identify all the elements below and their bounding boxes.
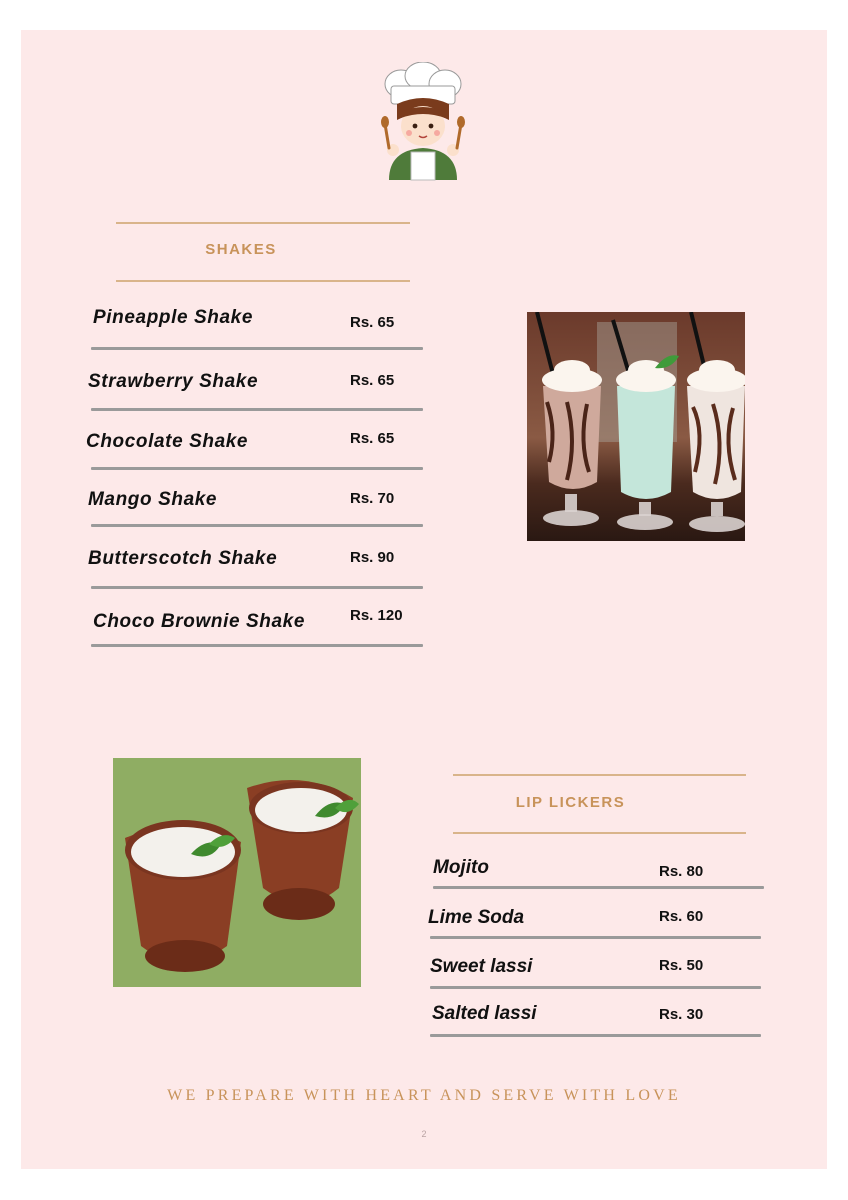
menu-item-price: Rs. 120 [350,607,403,624]
item-divider [430,986,761,989]
menu-item-price: Rs. 65 [350,430,395,447]
menu-item-name: Butterscotch Shake [88,548,278,569]
menu-item-name: Mango Shake [88,489,218,510]
shakes-header-bottom-line [116,280,410,282]
menu-item-name: Strawberry Shake [88,371,259,392]
menu-item-name: Pineapple Shake [93,307,254,328]
item-divider [91,644,423,647]
menu-item-price: Rs. 90 [350,549,395,566]
chef-cartoon-icon [375,62,471,182]
tagline: WE PREPARE WITH HEART AND SERVE WITH LOVE [167,1087,681,1104]
menu-item-name: Sweet lassi [430,956,533,977]
menu-item-price: Rs. 70 [350,490,395,507]
item-divider [91,586,423,589]
item-divider [430,1034,761,1037]
item-divider [91,347,423,350]
menu-item-name: Lime Soda [428,907,525,928]
item-divider [91,408,423,411]
lip-lickers-header-bottom-line [453,832,746,834]
menu-item-price: Rs. 65 [350,314,395,331]
item-divider [91,467,423,470]
menu-item-name: Choco Brownie Shake [93,611,305,632]
shakes-section-title: SHAKES [205,241,277,258]
milkshakes-photo [527,312,745,541]
menu-item-price: Rs. 65 [350,372,395,389]
lip-lickers-section-title: LIP LICKERS [515,794,626,811]
item-divider [91,524,423,527]
page-number: 2 [421,1129,427,1139]
item-divider [433,886,764,889]
shakes-header-top-line [116,222,410,224]
lassi-cups-photo [113,758,361,987]
menu-item-name: Salted lassi [432,1003,537,1024]
menu-item-price: Rs. 60 [659,908,704,925]
menu-item-name: Mojito [433,857,489,878]
menu-item-price: Rs. 30 [659,1006,704,1023]
menu-page [21,30,827,1169]
item-divider [430,936,761,939]
lip-lickers-header-top-line [453,774,746,776]
menu-item-name: Chocolate Shake [86,431,249,452]
menu-item-price: Rs. 50 [659,957,704,974]
menu-item-price: Rs. 80 [659,863,704,880]
